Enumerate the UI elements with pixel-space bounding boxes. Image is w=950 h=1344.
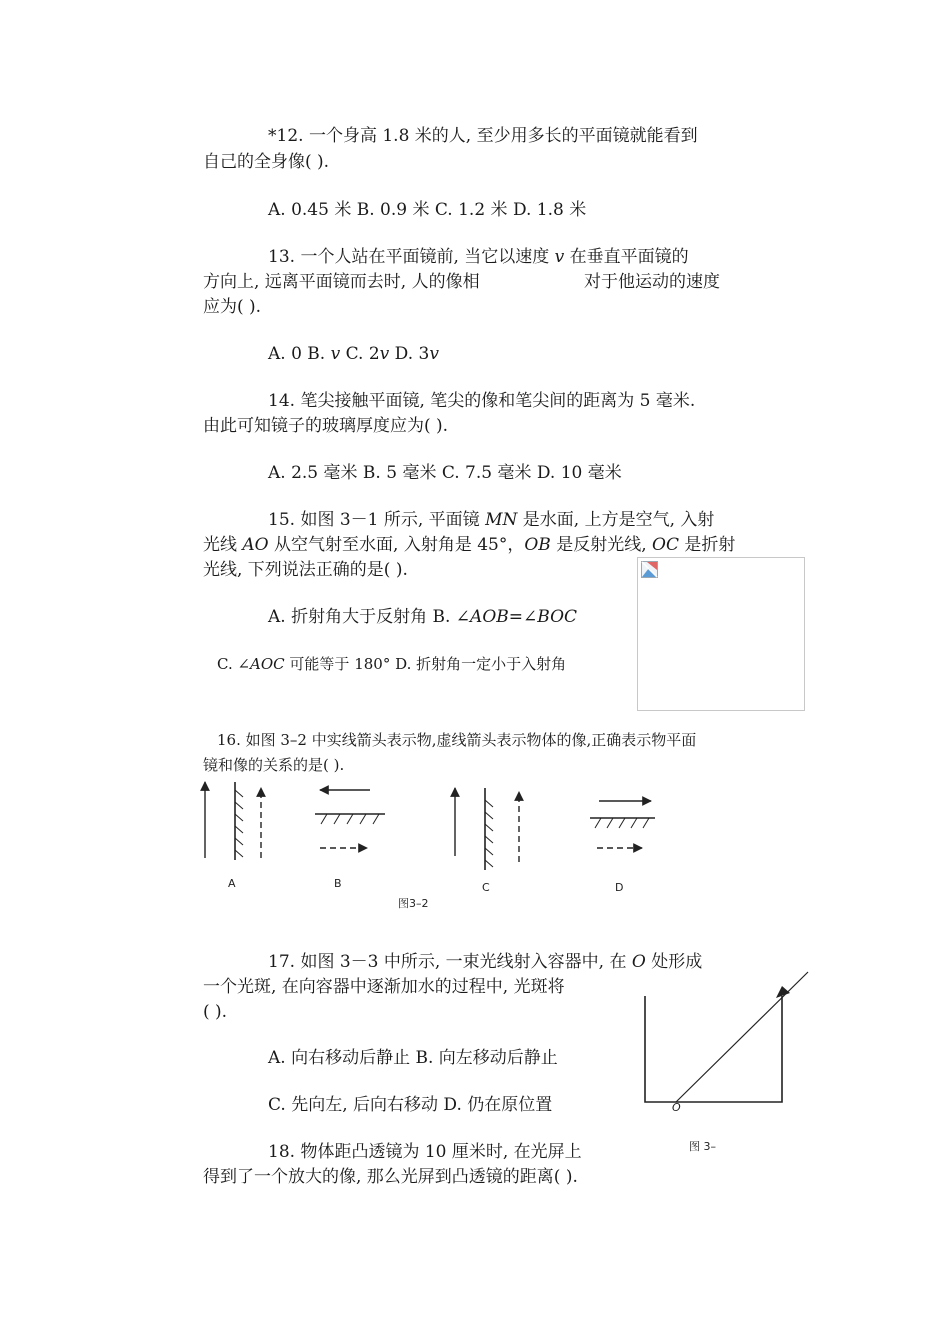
q13-line2-b: 对于他运动的速度 [584, 272, 720, 292]
q17-line2: 一个光斑, 在向容器中逐渐加水的过程中, 光斑将 [203, 977, 565, 997]
q12-line1: *12. 一个身高 1.8 米的人, 至少用多长的平面镜就能看到 [268, 126, 698, 146]
q14-line1: 14. 笔尖接触平面镜, 笔尖的像和笔尖间的距离为 5 毫米. [268, 391, 696, 411]
q14-options: A. 2.5 毫米 B. 5 毫米 C. 7.5 毫米 D. 10 毫米 [268, 463, 622, 483]
q13-line1: 13. 一个人站在平面镜前, 当它以速度 v 在垂直平面镜的 [268, 247, 689, 267]
q18-line2: 得到了一个放大的像, 那么光屏到凸透镜的距离( ). [203, 1167, 578, 1187]
q15-line1: 15. 如图 3－1 所示, 平面镜 MN 是水面, 上方是空气, 入射 [268, 510, 715, 530]
q17-options-ab: A. 向右移动后静止 B. 向左移动后静止 [268, 1048, 558, 1068]
q14-line2: 由此可知镜子的玻璃厚度应为( ). [203, 416, 449, 436]
figure-3-3-point-o: O [672, 1101, 681, 1114]
q13-options: A. 0 B. v C. 2v D. 3v [268, 344, 439, 364]
q15-option-ab: A. 折射角大于反射角 B. ∠AOB=∠BOC [268, 607, 578, 627]
figure-3-1-placeholder [637, 557, 805, 711]
q16-line1: 16. 如图 3–2 中实线箭头表示物,虚线箭头表示物体的像,正确表示物平面 [217, 731, 697, 749]
q12-line2: 自己的全身像( ). [203, 152, 330, 172]
figure-3-2-label-d: D [615, 881, 624, 894]
figure-3-2 [195, 778, 665, 908]
q16-line2: 镜和像的关系的是( ). [203, 756, 345, 774]
figure-3-2-label-c: C [482, 881, 490, 894]
q13-line2-a: 方向上, 远离平面镜而去时, 人的像相 [203, 272, 480, 292]
q15-line2: 光线 AO 从空气射至水面, 入射角是 45°，OB 是反射光线, OC 是折射 [203, 535, 736, 555]
q17-line1: 17. 如图 3－3 中所示, 一束光线射入容器中, 在 O 处形成 [268, 952, 703, 972]
figure-3-3 [640, 968, 810, 1118]
q17-options-cd: C. 先向左, 后向右移动 D. 仍在原位置 [268, 1095, 553, 1115]
figure-3-2-label-a: A [228, 877, 236, 890]
q18-line1: 18. 物体距凸透镜为 10 厘米时, 在光屏上 [268, 1142, 582, 1162]
figure-3-3-caption: 图 3– [689, 1140, 716, 1153]
figure-3-2-label-b: B [334, 877, 342, 890]
q12-options: A. 0.45 米 B. 0.9 米 C. 1.2 米 D. 1.8 米 [268, 200, 587, 220]
q15-line3: 光线, 下列说法正确的是( ). [203, 560, 408, 580]
q15-option-cd: C. ∠AOC 可能等于 180° D. 折射角一定小于入射角 [217, 655, 567, 673]
broken-image-icon [641, 561, 659, 579]
q17-line3: ( ). [203, 1002, 228, 1022]
figure-3-2-caption: 图3–2 [398, 897, 429, 910]
q13-line3: 应为( ). [203, 297, 262, 317]
